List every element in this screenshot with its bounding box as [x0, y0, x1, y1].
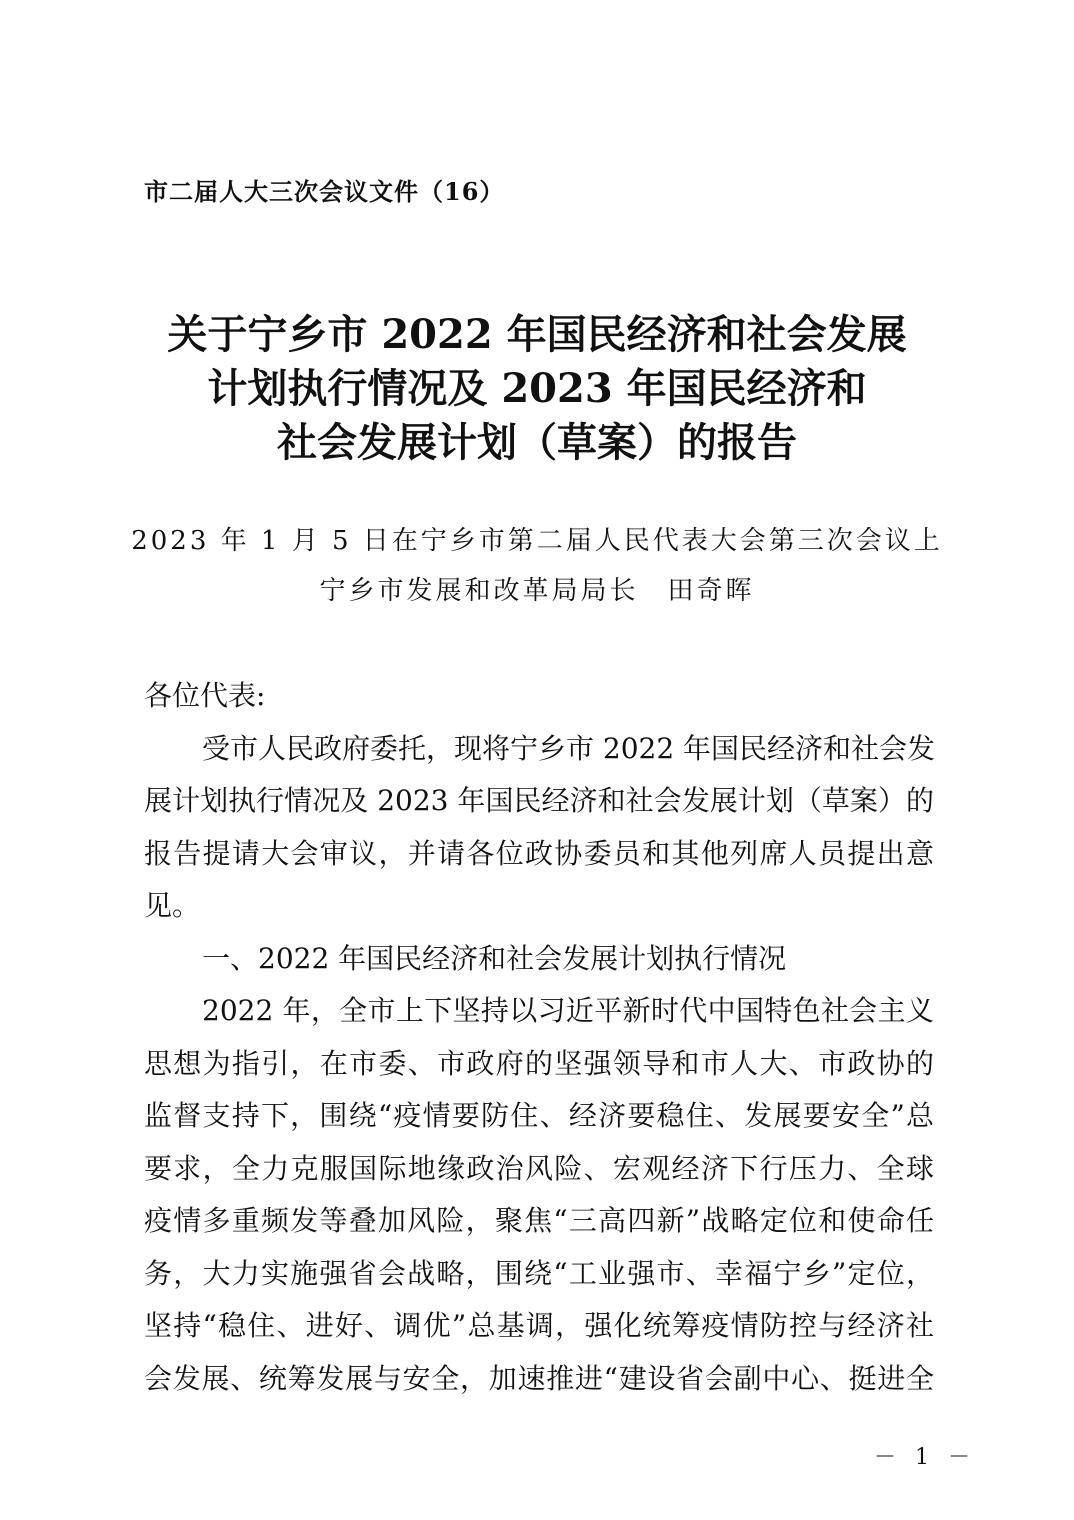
body-line: 疫情多重频发等叠加风险，聚焦“三高四新”战略定位和使命任: [144, 1204, 934, 1237]
body-line: 务，大力实施强省会战略，围绕“工业强市、幸福宁乡”定位，: [144, 1256, 934, 1290]
title-line: 关于宁乡市 2022 年国民经济和社会发展: [167, 311, 907, 358]
report-title: [0, 308, 1074, 470]
body-line: 会发展、统筹发展与安全，加速推进“建设省会副中心、挺进全: [144, 1361, 934, 1395]
body-line: 坚持“稳住、进好、调优”总基调，强化统筹疫情防控与经济社: [144, 1309, 934, 1342]
meeting-date-line: 2023 年 1 月 5 日在宁乡市第二届人民代表大会第三次会议上: [131, 526, 943, 556]
body-line: 要求，全力克服国际地缘政治风险、宏观经济下行压力、全球: [144, 1151, 934, 1185]
body-line: 思想为指引，在市委、市政府的坚强领导和市人大、市政协的: [144, 1046, 934, 1080]
report-body: [144, 670, 934, 1405]
body-line: 报告提请大会审议，并请各位政协委员和其他列席人员提出意: [144, 836, 934, 870]
body-line: 展计划执行情况及 2023 年国民经济和社会发展计划（草案）的: [144, 784, 934, 817]
body-line: 监督支持下，围绕“疫情要防住、经济要稳住、发展要安全”总: [144, 1099, 934, 1132]
title-line: 计划执行情况及 2023 年国民经济和: [207, 365, 867, 412]
title-line: 社会发展计划（草案）的报告: [277, 419, 797, 466]
document-label: 市二届人大三次会议文件（16）: [144, 177, 505, 206]
body-line: 见。: [144, 889, 201, 922]
salutation: 各位代表:: [144, 679, 266, 712]
page-number: － 1 －: [874, 1445, 976, 1470]
body-line: 2022 年，全市上下坚持以习近平新时代中国特色社会主义: [202, 994, 934, 1027]
speaker-line: 宁乡市发展和改革局局长 田奇晖: [319, 576, 755, 606]
section-heading: 一、2022 年国民经济和社会发展计划执行情况: [202, 941, 787, 975]
body-line: 受市人民政府委托，现将宁乡市 2022 年国民经济和社会发: [202, 731, 936, 765]
